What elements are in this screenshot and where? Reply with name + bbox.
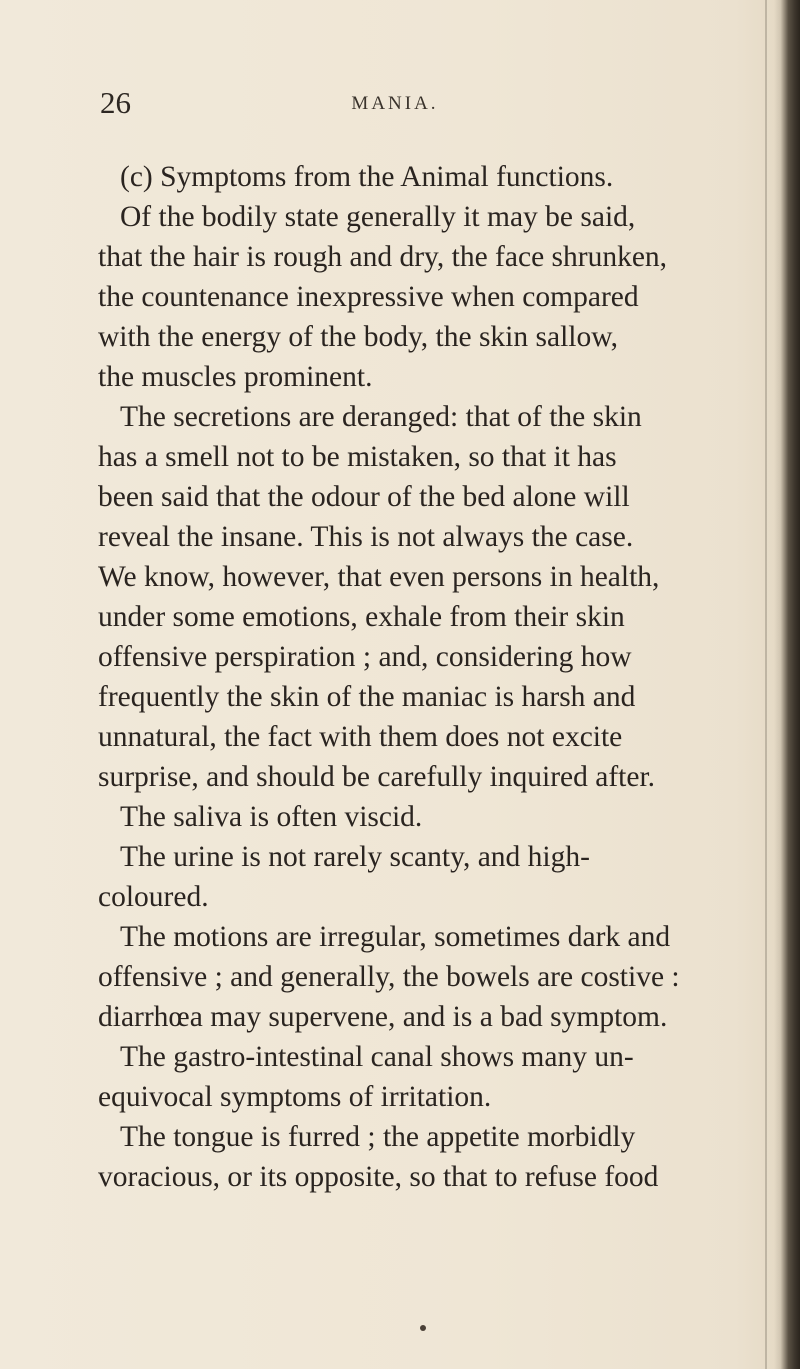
text-line: been said that the odour of the bed alone will	[98, 481, 630, 513]
text-line: The gastro-intestinal canal shows many un-	[120, 1041, 634, 1073]
text-line: The secretions are deranged: that of the skin	[120, 401, 642, 433]
text-line: under some emotions, exhale from their skin	[98, 601, 625, 633]
body-text	[98, 157, 766, 1197]
text-line: offensive perspiration ; and, considering how	[98, 641, 632, 673]
text-line: reveal the insane. This is not always the case.	[98, 521, 634, 553]
text-line: diarrhœa may supervene, and is a bad symptom.	[98, 1001, 668, 1033]
text-line: the muscles prominent.	[98, 361, 373, 393]
text-line: The motions are irregular, sometimes dark and	[120, 921, 671, 953]
text-line: frequently the skin of the maniac is harsh and	[98, 681, 636, 713]
text-line: with the energy of the body, the skin sallow,	[98, 321, 618, 353]
text-line: offensive ; and generally, the bowels are costive :	[98, 961, 680, 993]
text-line: coloured.	[98, 881, 209, 913]
text-line: The saliva is often viscid.	[120, 801, 423, 833]
text-line: surprise, and should be carefully inquired after.	[98, 761, 656, 793]
section-heading: (c) Symptoms from the Animal functions.	[120, 161, 614, 193]
text-line: Of the bodily state generally it may be said,	[120, 201, 636, 233]
text-line: The urine is not rarely scanty, and high-	[120, 841, 590, 873]
text-line: The tongue is furred ; the appetite morbidly	[120, 1121, 636, 1153]
text-line: has a smell not to be mistaken, so that it has	[98, 441, 617, 473]
text-line: We know, however, that even persons in health,	[98, 561, 660, 593]
text-line: that the hair is rough and dry, the face shrunken,	[98, 241, 668, 273]
ink-speck	[420, 1325, 426, 1331]
text-line: voracious, or its opposite, so that to refuse food	[98, 1161, 659, 1193]
page-header	[0, 86, 800, 120]
text-line: unnatural, the fact with them does not excite	[98, 721, 623, 753]
page-number: 26	[100, 85, 131, 120]
text-line: the countenance inexpressive when compared	[98, 281, 639, 313]
text-line: equivocal symptoms of irritation.	[98, 1081, 492, 1113]
book-binding-edge	[774, 0, 800, 1369]
running-head: MANIA.	[351, 93, 439, 114]
